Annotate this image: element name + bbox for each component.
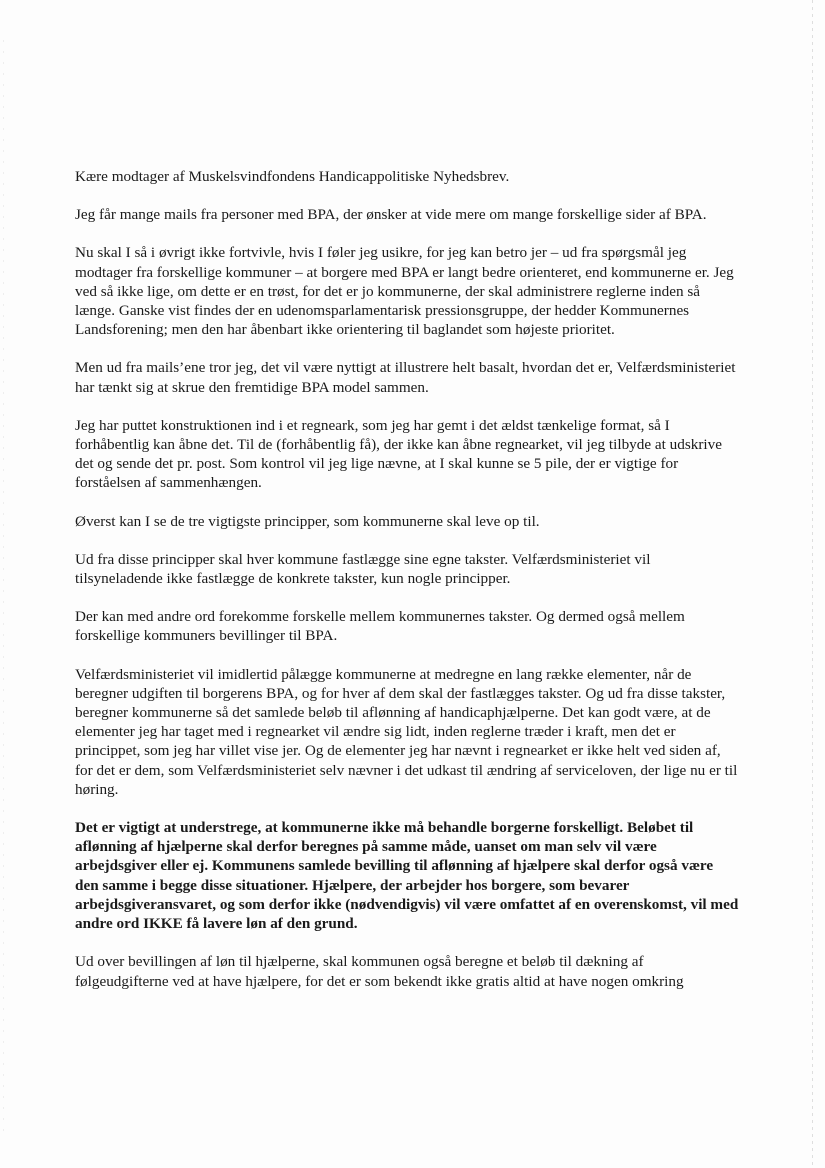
body-paragraph: Velfærdsministeriet vil imidlertid pålægge kommunerne at medregne en lang række elementer, når de beregner udgiften til borgerens BPA, og for hver af dem skal der fastlægges takster. Og ud fra disse takster, beregner kommunerne så det samlede beløb til aflønning af handicaphjælperne. Det kan godt være, at de elementer jeg har taget med i regnearket vil ændre sig lidt, inden reglerne træder i kraft, men det er princippet, som jeg har villet vise jer. Og de elementer jeg har nævnt i regnearket er ikke helt ved siden af, for det er dem, som Velfærdsministeriet selv nævner i det udkast til ændring af serviceloven, der lige nu er til høring. xyxy=(75,665,738,798)
body-paragraph: Øverst kan I se de tre vigtigste principper, som kommunerne skal leve op til. xyxy=(75,512,540,530)
body-paragraph: Nu skal I så i øvrigt ikke fortvivle, hvis I føler jeg usikre, for jeg kan betro jer – ud fra spørgsmål jeg modtager fra forskellige kommuner – at borgere med BPA er langt bedre orienteret, end kommunerne er. Jeg ved så ikke lige, om dette er en trøst, for det er jo kommunerne, der skal administrere reglerne inden så længe. Ganske vist findes der en udenomsparlamentarisk pressionsgruppe, der hedder Kommunernes Landsforening; men den har åbenbart ikke orientering til baglandet som højeste prioritet. xyxy=(75,244,734,339)
salutation-paragraph: Kære modtager af Muskelsvindfondens Handicappolitiske Nyhedsbrev. xyxy=(75,168,510,185)
scan-edge-left xyxy=(3,40,4,1140)
body-paragraph: Ud over bevillingen af løn til hjælperne, skal kommunen også beregne et beløb til dækning af følgeudgifterne ved at have hjælpere, for det er som bekendt ikke gratis altid at have nogen omkring xyxy=(75,953,684,990)
letter-body xyxy=(75,167,740,991)
body-paragraph: Der kan med andre ord forekomme forskelle mellem kommunernes takster. Og dermed også mellem forskellige kommuners bevillinger til BPA. xyxy=(75,608,685,645)
body-paragraph: Jeg får mange mails fra personer med BPA, der ønsker at vide mere om mange forskellige sider af BPA. xyxy=(75,206,707,224)
body-paragraph: Men ud fra mails’ene tror jeg, det vil være nyttigt at illustrere helt basalt, hvordan det er, Velfærdsministeriet har tænkt sig at skrue den fremtidige BPA model sammen. xyxy=(75,359,736,396)
body-paragraph: Ud fra disse principper skal hver kommune fastlægge sine egne takster. Velfærdsministeriet vil tilsyneladende ikke fastlægge de konkrete takster, kun nogle principper. xyxy=(75,550,651,588)
scan-edge-right xyxy=(812,0,813,1168)
emphasis-paragraph: Det er vigtigt at understrege, at kommunerne ikke må behandle borgerne forskelligt. Beløbet til aflønning af hjælperne skal derfor beregnes på samme måde, uanset om man selv vil være arbejdsgiver eller ej. Kommunens samlede bevilling til aflønning af hjælpere skal derfor også være den samme i begge disse situationer. Hjælpere, der arbejder hos borgere, som bevarer arbejdsgiveransvaret, og som derfor ikke (nødvendigvis) vil være omfattet af en overenskomst, vil med andre ord IKKE få lavere løn af den grund. xyxy=(75,819,739,933)
body-paragraph: Jeg har puttet konstruktionen ind i et regneark, som jeg har gemt i det ældst tænkelige format, så I forhåbentlig kan åbne det. Til de (forhåbentlig få), der ikke kan åbne regnearket, vil jeg tilbyde at udskrive det og sende det pr. post. Som kontrol vil jeg lige nævne, at I skal kunne se 5 pile, der er vigtige for forståelsen af sammenhængen. xyxy=(75,416,722,492)
